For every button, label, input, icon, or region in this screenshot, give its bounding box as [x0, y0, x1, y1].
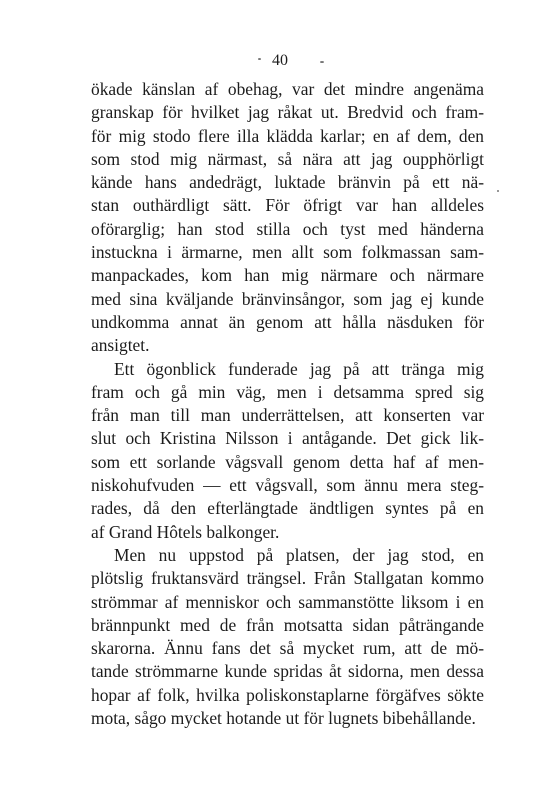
text-line: som stod mig närmast, så nära att jag oupphörligt [91, 148, 484, 169]
text-line: niskohufvuden — ett vågsvall, som ännu mera steg- [91, 475, 484, 496]
paragraph [91, 544, 484, 730]
text-line: ökade känslan af obehag, var det mindre angenäma [91, 79, 484, 99]
text-line: brännpunkt med de från motsatta sidan påträngande [91, 614, 484, 635]
text-line: instuckna i ärmarne, men allt som folkmassan sam- [91, 242, 484, 263]
text-line: hopar af folk, hvilka poliskonstaplarne förgäfves sökte [91, 684, 484, 705]
print-speck [497, 190, 499, 192]
text-line: tande strömmarne kunde spridas åt sidorna, men dessa [91, 661, 484, 682]
text-line: som ett sorlande vågsvall genom detta haf af men- [91, 451, 484, 472]
text-line: strömmar af menniskor och sammanstötte liksom i en [91, 591, 484, 612]
text-line: från man till man underrättelsen, att konserten var [91, 405, 484, 426]
paragraph [91, 78, 484, 358]
text-line: stan outhärdligt sätt. För öfrigt var han alldeles [91, 195, 484, 216]
paragraph [91, 358, 484, 544]
text-line: fram och gå min väg, men i detsamma spred sig [91, 381, 484, 402]
text-line: Men nu uppstod på platsen, der jag stod, en [114, 544, 484, 565]
text-line: kände hans andedrägt, luktade bränvin på ett nä- [91, 172, 484, 193]
text-line: ansigtet. [91, 335, 150, 356]
text-line: manpackades, kom han mig närmare och närmare [91, 265, 484, 286]
text-line: af Grand Hôtels balkonger. [91, 521, 280, 542]
body-text [91, 78, 484, 730]
text-line: oförarglig; han stod stilla och tyst med händerna [91, 218, 484, 239]
text-line: skarorna. Ännu fans det så mycket rum, att de mö- [91, 638, 484, 659]
text-line: mota, sågo mycket hotande ut för lugnets bibehållande. [91, 708, 476, 729]
text-line: slut och Kristina Nilsson i antågande. Det gick lik- [91, 428, 484, 449]
text-line: för mig stodo flere illa klädda karlar; en af dem, den [91, 125, 484, 146]
text-line: med sina kväljande bränvinsångor, som jag ej kunde [91, 288, 484, 309]
print-speck [320, 61, 324, 63]
print-speck [258, 58, 261, 60]
text-line: granskap för hvilket jag råkat ut. Bredvid och fram- [91, 102, 484, 123]
text-line: undkomma annat än genom att hålla näsduken för [91, 311, 484, 332]
page-number: 40 [272, 52, 288, 69]
text-line: rades, då den efterlängtade ändtligen syntes på en [91, 498, 484, 519]
text-line: Ett ögonblick funderade jag på att tränga mig [114, 358, 484, 379]
text-line: plötslig fruktansvärd trängsel. Från Stallgatan kommo [91, 568, 484, 589]
